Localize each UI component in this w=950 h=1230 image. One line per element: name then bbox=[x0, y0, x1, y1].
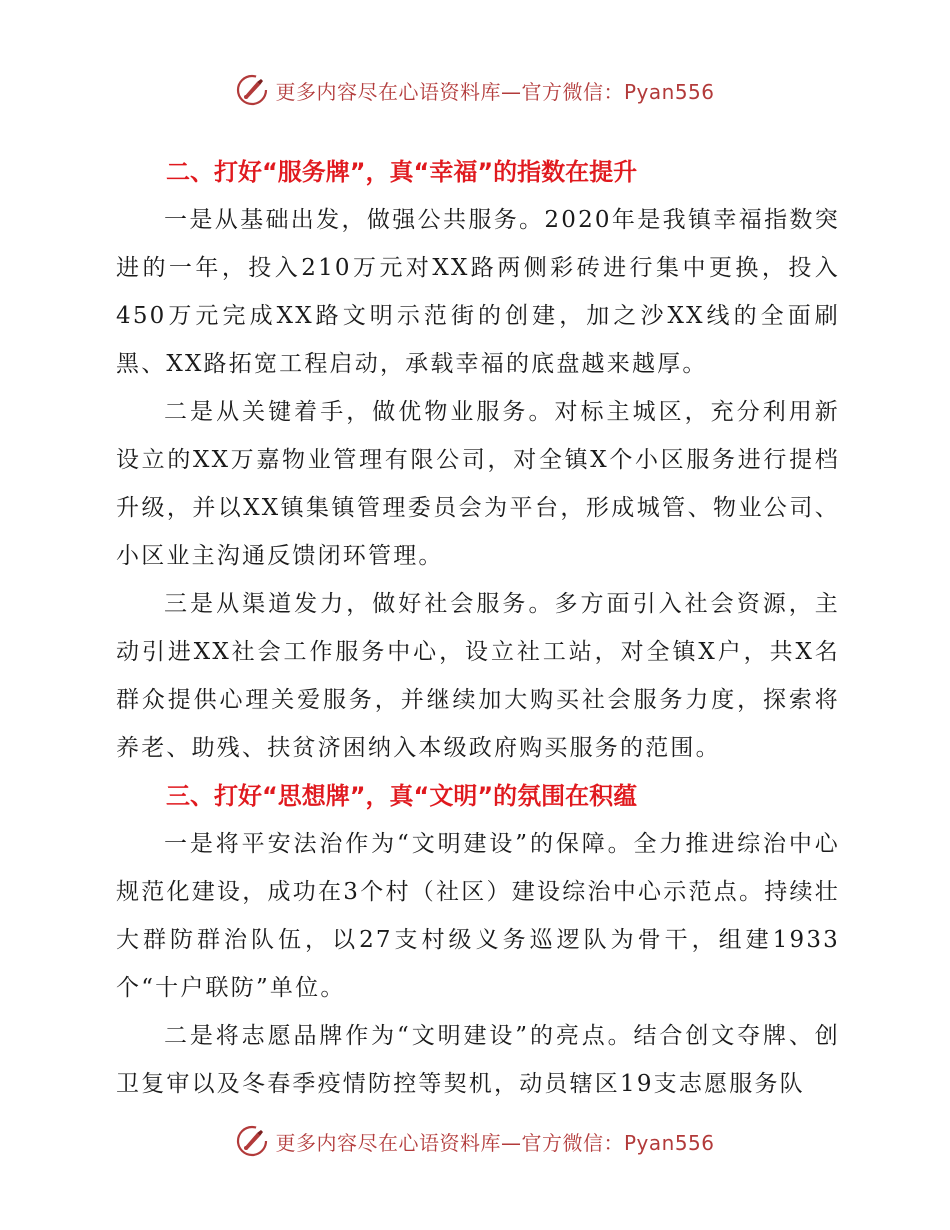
document-body bbox=[116, 148, 840, 1108]
section-heading: 三、打好“思想牌”，真“文明”的氛围在积蕴 bbox=[166, 782, 638, 810]
paragraph: 一是从基础出发，做强公共服务。2020年是我镇幸福指数突进的一年，投入210万元对XX路两侧彩砖进行集中更换，投入450万元完成XX路文明示范街的创建，加之沙XX线的全面刷黑、XX路拓宽工程启动，承载幸福的底盘越来越厚。 bbox=[116, 207, 840, 377]
paragraph: 二是从关键着手，做优物业服务。对标主城区，充分利用新设立的XX万嘉物业管理有限公司，对全镇X个小区服务进行提档升级，并以XX镇集镇管理委员会为平台，形成城管、物业公司、小区业主沟通反馈闭环管理。 bbox=[116, 399, 840, 569]
watermark-text: 更多内容尽在心语资料库—官方微信：Pyan556 bbox=[275, 1130, 715, 1155]
paragraph: 一是将平安法治作为“文明建设”的保障。全力推进综治中心规范化建设，成功在3个村（社区）建设综治中心示范点。持续壮大群防群治队伍，以27支村级义务巡逻队为骨干，组建1933个“十户联防”单位。 bbox=[116, 831, 840, 1001]
wechat-id: Pyan556 bbox=[623, 79, 715, 104]
brand-logo-icon bbox=[235, 1124, 269, 1158]
header-watermark-banner bbox=[0, 70, 950, 110]
brand-logo-icon bbox=[235, 73, 269, 107]
section-heading: 二、打好“服务牌”，真“幸福”的指数在提升 bbox=[166, 158, 638, 186]
paragraph: 二是将志愿品牌作为“文明建设”的亮点。结合创文夺牌、创卫复审以及冬春季疫情防控等契机，动员辖区19支志愿服务队 bbox=[116, 1023, 840, 1097]
footer-watermark-banner bbox=[0, 1121, 950, 1161]
wechat-id: Pyan556 bbox=[623, 1130, 715, 1155]
paragraph: 三是从渠道发力，做好社会服务。多方面引入社会资源，主动引进XX社会工作服务中心，设立社工站，对全镇X户，共X名群众提供心理关爱服务，并继续加大购买社会服务力度，探索将养老、助残、扶贫济困纳入本级政府购买服务的范围。 bbox=[116, 591, 840, 761]
watermark-text: 更多内容尽在心语资料库—官方微信：Pyan556 bbox=[275, 79, 715, 104]
